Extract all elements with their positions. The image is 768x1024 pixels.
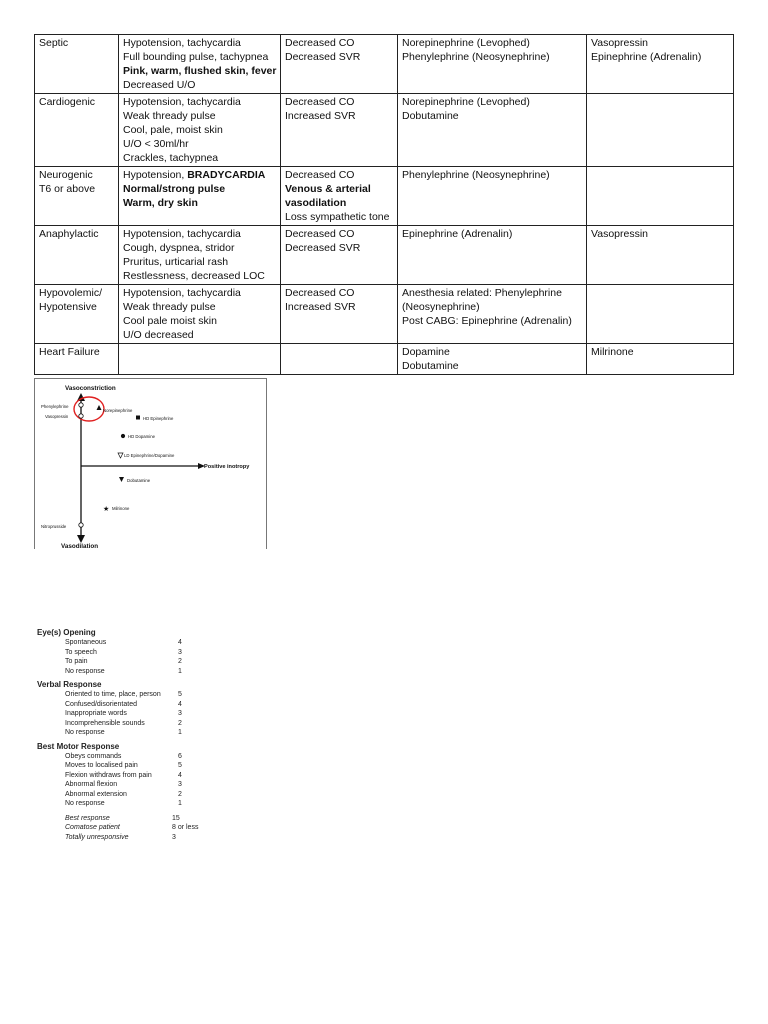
cell-line: Post CABG: Epinephrine (Adrenalin): [402, 315, 572, 327]
shock-table: [34, 34, 734, 375]
cell-line: Decreased CO: [285, 37, 355, 49]
down-arrow: [77, 535, 85, 543]
cell-line: Cool pale moist skin: [123, 315, 217, 327]
gcs-item-label: To pain: [65, 658, 88, 665]
cell-line: Decreased CO: [285, 96, 355, 108]
marker-phenylephrine: [79, 403, 83, 407]
marker-vasopressin: [79, 414, 83, 418]
gcs-item-label: Moves to localised pain: [65, 762, 138, 769]
gcs-item: [37, 761, 267, 771]
clinical-signs-cell: [119, 226, 281, 285]
second-line-drugs-cell: [587, 344, 734, 375]
gcs-item: [37, 648, 267, 658]
gcs-item-score: 3: [178, 710, 182, 717]
gcs-item-score: 3: [178, 781, 182, 788]
cell-line: Phenylephrine (Neosynephrine): [402, 51, 550, 63]
shock-type-cell: [35, 167, 119, 226]
gcs-item-score: 3: [178, 648, 182, 656]
label-ld-epinephrine-dopamine: LD Epinephrine/Dopamine: [124, 453, 175, 458]
shock-type-cell: [35, 226, 119, 285]
hemodynamics-cell: [281, 94, 398, 167]
first-line-drugs-cell: [398, 226, 587, 285]
label-phenylephrine: Phenylephrine: [41, 404, 69, 409]
marker-norepinephrine: [97, 405, 102, 410]
cell-line: Increased SVR: [285, 301, 356, 313]
label-milrinone: Milrinone: [112, 506, 130, 511]
marker-hd-dopamine: [121, 434, 125, 438]
gcs-item: [37, 771, 267, 781]
gcs-summary-label: Totally unresponsive: [65, 833, 129, 841]
gcs-summary-score: 8 or less: [172, 824, 199, 831]
shock-type-label: T6 or above: [39, 183, 96, 195]
gcs-item-label: To speech: [65, 648, 97, 656]
cell-line: Full bounding pulse, tachypnea: [123, 51, 269, 63]
second-line-drugs-cell: [587, 226, 734, 285]
gcs-item-score: 2: [178, 658, 182, 665]
shock-type-label: Neurogenic: [39, 169, 93, 181]
cell-line: Crackles, tachypnea: [123, 152, 219, 164]
second-line-drugs-cell: [587, 94, 734, 167]
table-row: [35, 226, 734, 285]
hemodynamics-cell: [281, 167, 398, 226]
shock-type-cell: [35, 285, 119, 344]
table-row: [35, 344, 734, 375]
cell-line: Decreased SVR: [285, 51, 361, 63]
glasgow-coma-scale: [37, 628, 267, 842]
cell-line: Anesthesia related: Phenylephrine: [402, 287, 562, 299]
shock-type-label: Hypovolemic/: [39, 287, 103, 299]
marker-milrinone: ★: [103, 506, 110, 513]
first-line-drugs-cell: [398, 285, 587, 344]
gcs-item-label: Oriented to time, place, person: [65, 691, 161, 698]
hemodynamics-cell: [281, 344, 398, 375]
cell-line: Normal/strong pulse: [123, 183, 226, 195]
gcs-item-label: Abnormal extension: [65, 790, 127, 798]
gcs-item-label: Inappropriate words: [65, 710, 127, 717]
gcs-item: [37, 657, 267, 667]
label-hd-epinephrine: HD Epinephrine: [143, 416, 174, 421]
shock-type-label: Hypotensive: [39, 301, 97, 313]
cell-line: U/O < 30ml/hr: [123, 138, 189, 150]
gcs-item: [37, 709, 267, 719]
gcs-item-score: 1: [178, 729, 182, 736]
gcs-summary-label: Comatose patient: [65, 824, 120, 831]
cell-line: Hypotension, tachycardia: [123, 228, 241, 240]
cell-line: Phenylephrine (Neosynephrine): [402, 169, 550, 181]
cell-text-emphasis: BRADYCARDIA: [187, 169, 266, 181]
second-line-drugs-cell: [587, 167, 734, 226]
shock-type-label: Anaphylactic: [39, 228, 99, 240]
cell-line: Dopamine: [402, 346, 450, 358]
cell-line: Weak thready pulse: [123, 301, 216, 313]
axis-label-right: Positive inotropy: [204, 464, 250, 470]
gcs-item-label: No response: [65, 667, 105, 675]
gcs-item: [37, 728, 267, 738]
first-line-drugs-cell: [398, 35, 587, 94]
first-line-drugs-cell: [398, 94, 587, 167]
cell-line: Vasopressin: [591, 37, 649, 49]
cell-line: Venous & arterial: [285, 183, 371, 195]
label-nitroprusside: Nitroprusside: [41, 524, 67, 529]
shock-table-body: [35, 35, 734, 375]
hemodynamics-cell: [281, 226, 398, 285]
diagram-svg: [35, 379, 266, 549]
cell-line: (Neosynephrine): [402, 301, 480, 313]
marker-nitroprusside: [79, 523, 83, 527]
label-vasopressin: Vasopressin: [45, 414, 69, 419]
shock-type-label: Septic: [39, 37, 69, 49]
cell-line: Decreased SVR: [285, 242, 361, 254]
hemodynamics-cell: [281, 285, 398, 344]
gcs-item-label: No response: [65, 800, 105, 807]
cell-text: Hypotension,: [123, 169, 188, 181]
cell-line: Norepinephrine (Levophed): [402, 37, 530, 49]
shock-type-cell: [35, 94, 119, 167]
gcs-item-score: 6: [178, 752, 182, 760]
cell-line: Increased SVR: [285, 110, 356, 122]
gcs-summary-label: Best response: [65, 814, 110, 822]
cell-line: Dobutamine: [402, 110, 459, 122]
cell-line: U/O decreased: [123, 329, 194, 341]
gcs-item-score: 4: [178, 700, 182, 708]
gcs-item-score: 5: [178, 762, 182, 769]
gcs-summary: [37, 814, 267, 843]
gcs-item-score: 5: [178, 691, 182, 698]
table-row: [35, 94, 734, 167]
gcs-section-title: Verbal Response: [37, 680, 102, 689]
gcs-item: [37, 790, 267, 800]
gcs-item-label: No response: [65, 729, 105, 736]
gcs-item-label: Confused/disorientated: [65, 700, 137, 708]
cell-line: Decreased U/O: [123, 79, 196, 91]
first-line-drugs-cell: [398, 344, 587, 375]
gcs-item: [37, 719, 267, 729]
first-line-drugs-cell: [398, 167, 587, 226]
cell-line: Hypotension, tachycardia: [123, 96, 241, 108]
cell-line: Dobutamine: [402, 360, 459, 372]
cell-line: Vasopressin: [591, 228, 649, 240]
table-row: [35, 35, 734, 94]
clinical-signs-cell: [119, 167, 281, 226]
cell-line: Norepinephrine (Levophed): [402, 96, 530, 108]
table-row: [35, 285, 734, 344]
gcs-section-title: Eye(s) Opening: [37, 628, 96, 637]
gcs-item-label: Obeys commands: [65, 752, 122, 760]
label-norepinephrine: Norepinephrine: [103, 408, 133, 413]
label-dobutamine: Dobutamine: [127, 478, 151, 483]
gcs-item: [37, 780, 267, 790]
gcs-item-label: Flexion withdraws from pain: [65, 771, 152, 779]
clinical-signs-cell: [119, 344, 281, 375]
cell-line: Weak thready pulse: [123, 110, 216, 122]
cell-line: Decreased CO: [285, 287, 355, 299]
table-row: [35, 167, 734, 226]
axis-label-top: Vasoconstriction: [65, 385, 116, 392]
cell-line: Pink, warm, flushed skin, fever: [123, 65, 277, 77]
gcs-item: [37, 799, 267, 809]
gcs-item: [37, 667, 267, 677]
shock-type-cell: [35, 344, 119, 375]
gcs-item: [37, 690, 267, 700]
inotropy-vasoactivity-diagram: [34, 378, 267, 549]
gcs-item-score: 2: [178, 790, 182, 798]
second-line-drugs-cell: [587, 35, 734, 94]
gcs-item-label: Incomprehensible sounds: [65, 719, 145, 727]
cell-line: Decreased CO: [285, 169, 355, 181]
cell-line: Epinephrine (Adrenalin): [402, 228, 513, 240]
gcs-item-score: 4: [178, 771, 182, 779]
cell-line: [123, 168, 276, 182]
cell-line: Pruritus, urticarial rash: [123, 256, 229, 268]
shock-type-label: Cardiogenic: [39, 96, 96, 108]
gcs-item-label: Spontaneous: [65, 639, 107, 646]
cell-line: vasodilation: [285, 197, 347, 209]
cell-line: Decreased CO: [285, 228, 355, 240]
gcs-summary-score: 3: [172, 833, 176, 841]
gcs-item: [37, 752, 267, 762]
clinical-signs-cell: [119, 285, 281, 344]
clinical-signs-cell: [119, 94, 281, 167]
gcs-item: [37, 638, 267, 648]
shock-type-cell: [35, 35, 119, 94]
gcs-item-score: 2: [178, 719, 182, 727]
gcs-summary-score: 15: [172, 814, 180, 822]
cell-line: Restlessness, decreased LOC: [123, 270, 265, 282]
gcs-summary-row: [37, 823, 267, 833]
gcs-summary-row: [37, 833, 267, 843]
marker-hd-epinephrine: [136, 416, 140, 420]
gcs-item-label: Abnormal flexion: [65, 781, 118, 788]
clinical-signs-cell: [119, 35, 281, 94]
second-line-drugs-cell: [587, 285, 734, 344]
gcs-summary-row: [37, 814, 267, 824]
cell-line: Epinephrine (Adrenalin): [591, 51, 702, 63]
gcs-item-score: 4: [178, 639, 182, 646]
cell-line: Warm, dry skin: [123, 197, 198, 209]
cell-line: Hypotension, tachycardia: [123, 287, 241, 299]
marker-dobutamine: [119, 477, 124, 482]
cell-line: Hypotension, tachycardia: [123, 37, 241, 49]
cell-line: Cool, pale, moist skin: [123, 124, 223, 136]
axis-label-bottom: Vasodilation: [61, 543, 99, 549]
gcs-item: [37, 700, 267, 710]
gcs-item-score: 1: [178, 800, 182, 807]
shock-type-label: Heart Failure: [39, 346, 100, 358]
label-hd-dopamine: HD Dopamine: [128, 434, 155, 439]
hemodynamics-cell: [281, 35, 398, 94]
cell-line: Cough, dyspnea, stridor: [123, 242, 235, 254]
cell-line: Milrinone: [591, 346, 634, 358]
marker-ld-epinephrine-dopamine: [118, 453, 123, 458]
cell-line: Loss sympathetic tone: [285, 211, 390, 223]
gcs-section-title: Best Motor Response: [37, 741, 120, 751]
gcs-item-score: 1: [178, 667, 182, 675]
